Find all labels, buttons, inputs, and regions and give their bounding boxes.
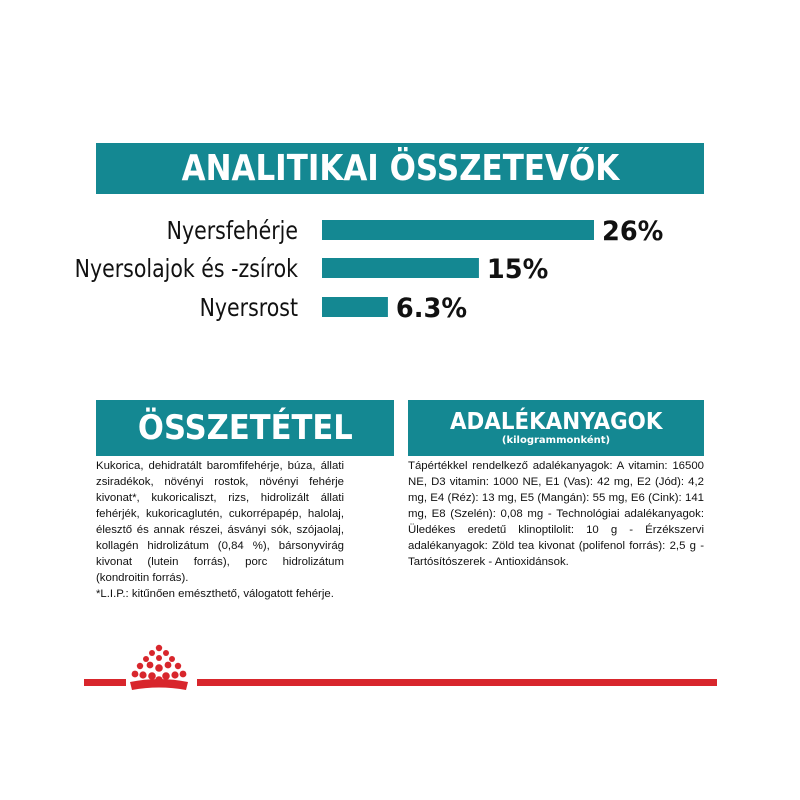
composition-note: *L.I.P.: kitűnően emészthető, válogatott fehérje. [96,588,334,600]
brand-divider-right [197,679,717,686]
analytical-constituents-banner [96,143,704,194]
additives-header [408,400,704,456]
bar [322,258,479,278]
composition-header [96,400,394,456]
bar [322,220,594,240]
additives-text: Tápértékkel rendelkező adalékanyagok: A vitamin: 16500 NE, D3 vitamin: 1000 NE, E1 (Vas): 42 mg, E2 (Jód): 4,2 mg, E4 (Réz): 13 mg, E5 (Mangán): 55 mg, E6 (Cink): 141 mg, E8 (Szelén): 0,08 mg - Technológiai adalékanyagok: Üledékes eredetű klinoptilolit: 10 g - Érzékszervi adalékanyagok: Zöld tea kivonat (polifenol forrás): 2,5 g - Tartósítószerek - Antioxidánsok. [408,460,704,568]
value-label: 6.3% [395,293,468,325]
category-label: Nyersolajok és -zsírok [74,255,299,284]
bar [322,297,388,317]
banner-title: ANALITIKAI ÖSSZETEVŐK [181,148,619,189]
category-label: Nyersrost [199,294,299,323]
crown-logo-icon [124,640,194,696]
brand-divider-left [84,679,126,686]
composition-text-block [96,458,344,602]
nutrient-bar-chart [0,200,800,340]
value-label: 26% [602,216,664,248]
composition-title: ÖSSZETÉTEL [137,408,353,448]
additives-text-block [408,458,704,570]
value-label: 15% [486,254,549,286]
additives-subtitle: (kilogrammonként) [501,435,611,446]
additives-title: ADALÉKANYAGOK [449,409,663,435]
composition-text: Kukorica, dehidratált baromfifehérje, búza, állati zsiradékok, növényi rostok, növényi fehérje kivonat*, kukoricaliszt, rizs, hidrolizált állati fehérjék, kukoricaglutén, cukorrépapép, halolaj, élesztő és annak részei, ásványi sók, szójaolaj, kollagén hidrolizátum (0,84 %), bársonyvirág kivonat (lutein forrás), porc hidrolizátum (kondroitin forrás). [96,460,344,584]
category-label: Nyersfehérje [166,217,299,246]
